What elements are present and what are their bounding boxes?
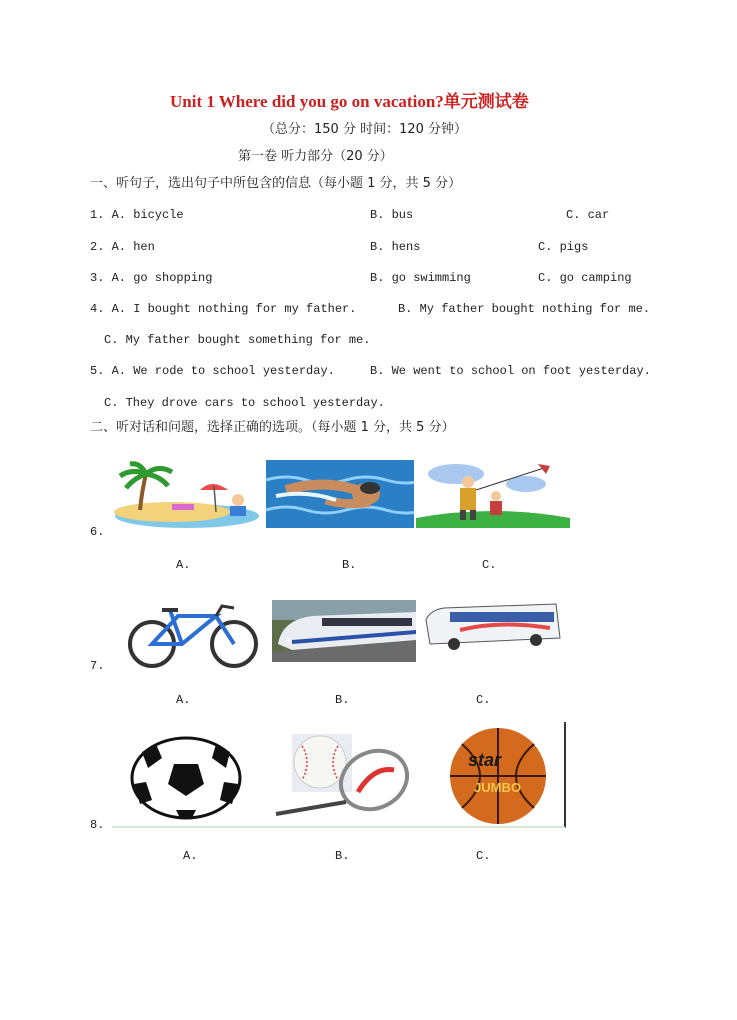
q1-option-c: C. car — [566, 208, 610, 222]
q7-label-b: B. — [335, 693, 350, 707]
q7-label-a: A. — [176, 693, 191, 707]
section2-heading: 二、听对话和问题，选择正确的选项。（每小题 1 分，共 5 分） — [90, 420, 455, 435]
balls-picture-frame — [112, 722, 566, 828]
kite-flying-picture — [416, 460, 570, 528]
q7-label-c: C. — [476, 693, 491, 707]
q6-number: 6. — [90, 525, 105, 539]
q4-option-b: B. My father bought nothing for me. — [398, 302, 651, 316]
swimming-picture — [266, 460, 414, 528]
q3-option-a: 3. A. go shopping — [90, 271, 213, 285]
q3-option-c: C. go camping — [538, 271, 632, 285]
q4-option-a: 4. A. I bought nothing for my father. — [90, 302, 357, 316]
bus-picture — [420, 600, 562, 656]
q2-option-b: B. hens — [370, 240, 421, 254]
q5-option-b: B. We went to school on foot yesterday. — [370, 364, 651, 378]
page-title: Unit 1 Where did you go on vacation?单元测试卷 — [170, 92, 529, 111]
q6-label-b: B. — [342, 558, 357, 572]
q2-option-a: 2. A. hen — [90, 240, 155, 254]
section1-heading: 一、听句子，选出句子中所包含的信息（每小题 1 分，共 5 分） — [90, 176, 462, 191]
bicycle-picture — [122, 600, 264, 670]
q1-option-a: 1. A. bicycle — [90, 208, 184, 222]
q3-option-b: B. go swimming — [370, 271, 471, 285]
q7-number: 7. — [90, 659, 105, 673]
q6-label-c: C. — [482, 558, 497, 572]
q8-label-c: C. — [476, 849, 491, 863]
q6-label-a: A. — [176, 558, 191, 572]
q2-option-c: C. pigs — [538, 240, 589, 254]
basketball-icon — [450, 728, 546, 824]
exam-info: （总分：150 分 时间：120 分钟） — [262, 122, 468, 137]
basketball-brand: star — [468, 750, 502, 770]
soccer-ball-icon — [132, 738, 240, 818]
basketball-jumbo-text: JUMBO — [474, 780, 521, 795]
q5-option-a: 5. A. We rode to school yesterday. — [90, 364, 335, 378]
q1-option-b: B. bus — [370, 208, 414, 222]
q8-label-a: A. — [183, 849, 198, 863]
train-picture — [272, 600, 416, 662]
beach-picture — [112, 460, 262, 528]
q8-number: 8. — [90, 818, 105, 832]
q4-option-c: C. My father bought something for me. — [104, 333, 371, 347]
q5-option-c: C. They drove cars to school yesterday. — [104, 396, 385, 410]
q8-label-b: B. — [335, 849, 350, 863]
part-title: 第一卷 听力部分（20 分） — [238, 149, 393, 164]
